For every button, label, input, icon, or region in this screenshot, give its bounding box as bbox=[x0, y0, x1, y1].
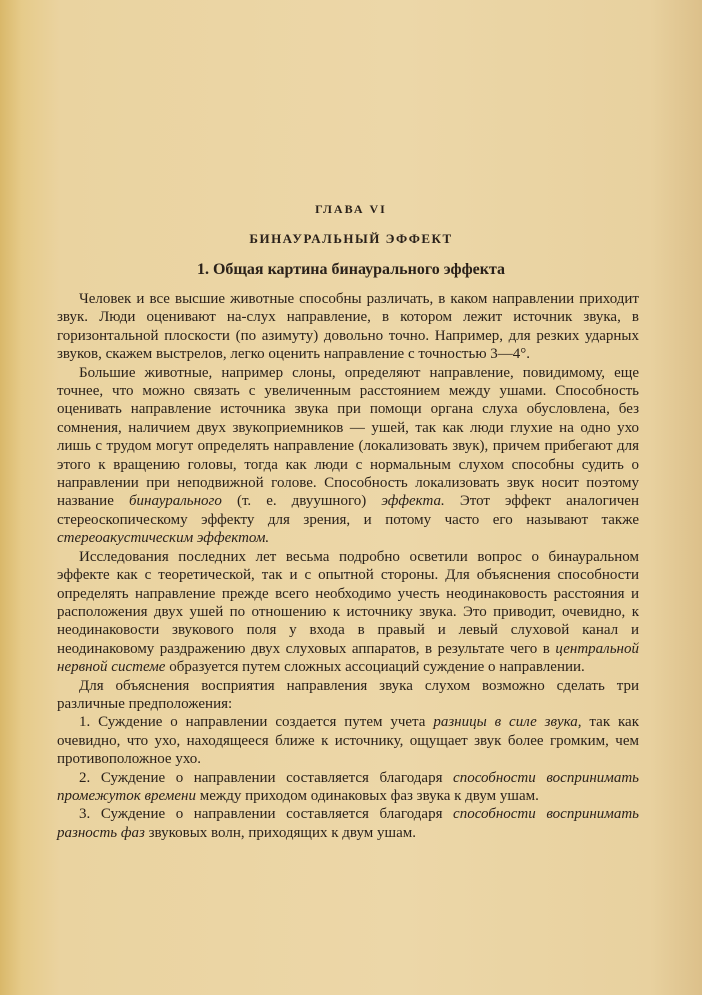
paragraph-5-text: 1. Суждение о направлении создается путем учета bbox=[79, 714, 434, 731]
paragraph-2-text: Большие животные, например слоны, определяют направление, повидимому, еще точнее, что можно связать с увеличенным расстоянием между ушами. Способность оценивать направление источника звука при помощи органа слуха обусловлена, без сомнения, наличием двух звукоприемников — ушей, так как люди глухие на одно ухо лишь с трудом могут определять направление (локализовать звук), причем прибегают для этого к вращению головы, тогда как люди с нормальным слухом способны судить о направлении при неподвижной голове. Способность локализовать звук носит поэтому название bbox=[57, 364, 639, 510]
paragraph-6-text: 2. Суждение о направлении составляется благодаря bbox=[79, 769, 454, 786]
paragraph-7-text: звуковых волн, приходящих к двум ушам. bbox=[144, 824, 416, 841]
term-effect: эффекта. bbox=[381, 493, 445, 510]
paragraph-7-text: 3. Суждение о направлении составляется благодаря bbox=[79, 806, 454, 823]
paragraph-3-text: Исследования последних лет весьма подробно осветили вопрос о бинауральном эффекте как с теоретической, так и с опытной стороны. Для объяснения способности определять направление прежде всего необходимо учесть неодинаковость расстояния и расположения двух ушей по отношению к источнику звука. Это приводит, очевидно, к неодинаковости звукового поля у входа в правый и левый слуховой канал и неодинаковому раздражению двух слуховых аппаратов, в результате чего в bbox=[57, 548, 639, 657]
term-time-interval: способности воспринимать промежуток времени bbox=[57, 769, 639, 804]
paragraph-7 bbox=[57, 805, 639, 842]
body-text bbox=[57, 290, 639, 842]
term-cns: центральной нервной системе bbox=[57, 640, 639, 676]
term-stereoacoustic: стереоакустическим эффектом. bbox=[57, 530, 270, 547]
paragraph-3 bbox=[57, 548, 639, 677]
paragraph-3-text: образуется путем сложных ассоциаций суждение о направлении. bbox=[165, 659, 585, 676]
term-phase-difference: способности воспринимать разность фаз bbox=[57, 806, 639, 841]
term-loudness-difference: разницы в силе звука, bbox=[433, 714, 582, 731]
paragraph-2 bbox=[57, 364, 639, 548]
paragraph-1: Человек и все высшие животные способны различать, в каком направлении приходит звук. Люди оценивают на-слух направление, в котором лежит источник звука, в горизонтальной плоскости (по азимуту) довольно точно. Например, для резких ударных звуков, скажем выстрелов, легко оценить направление с точностью 3—4°. bbox=[57, 291, 639, 363]
paragraph-5 bbox=[57, 713, 639, 768]
paragraph-2-text: (т. е. двуушного) bbox=[221, 493, 382, 510]
paragraph-4: Для объяснения восприятия направления звука слухом возможно сделать три различные предположения: bbox=[57, 677, 639, 712]
paragraph-5-text: так как очевидно, что ухо, находящееся ближе к источнику, ощущает звук более громким, чем противоположное ухо. bbox=[57, 714, 639, 768]
paragraph-6-text: между приходом одинаковых фаз звука к двум ушам. bbox=[195, 787, 539, 804]
term-binaural: бинаурального bbox=[128, 493, 222, 510]
paragraph-2-text: Этот эффект аналогичен стереоскопическому эффекту для зрения, и потому часто его называют также bbox=[57, 493, 639, 528]
chapter-title: БИНАУРАЛЬНЫЙ ЭФФЕКТ bbox=[249, 231, 453, 246]
paragraph-6 bbox=[57, 769, 639, 806]
chapter-heading: ГЛАВА VI bbox=[315, 202, 387, 216]
section-heading: 1. Общая картина бинаурального эффекта bbox=[196, 261, 506, 278]
